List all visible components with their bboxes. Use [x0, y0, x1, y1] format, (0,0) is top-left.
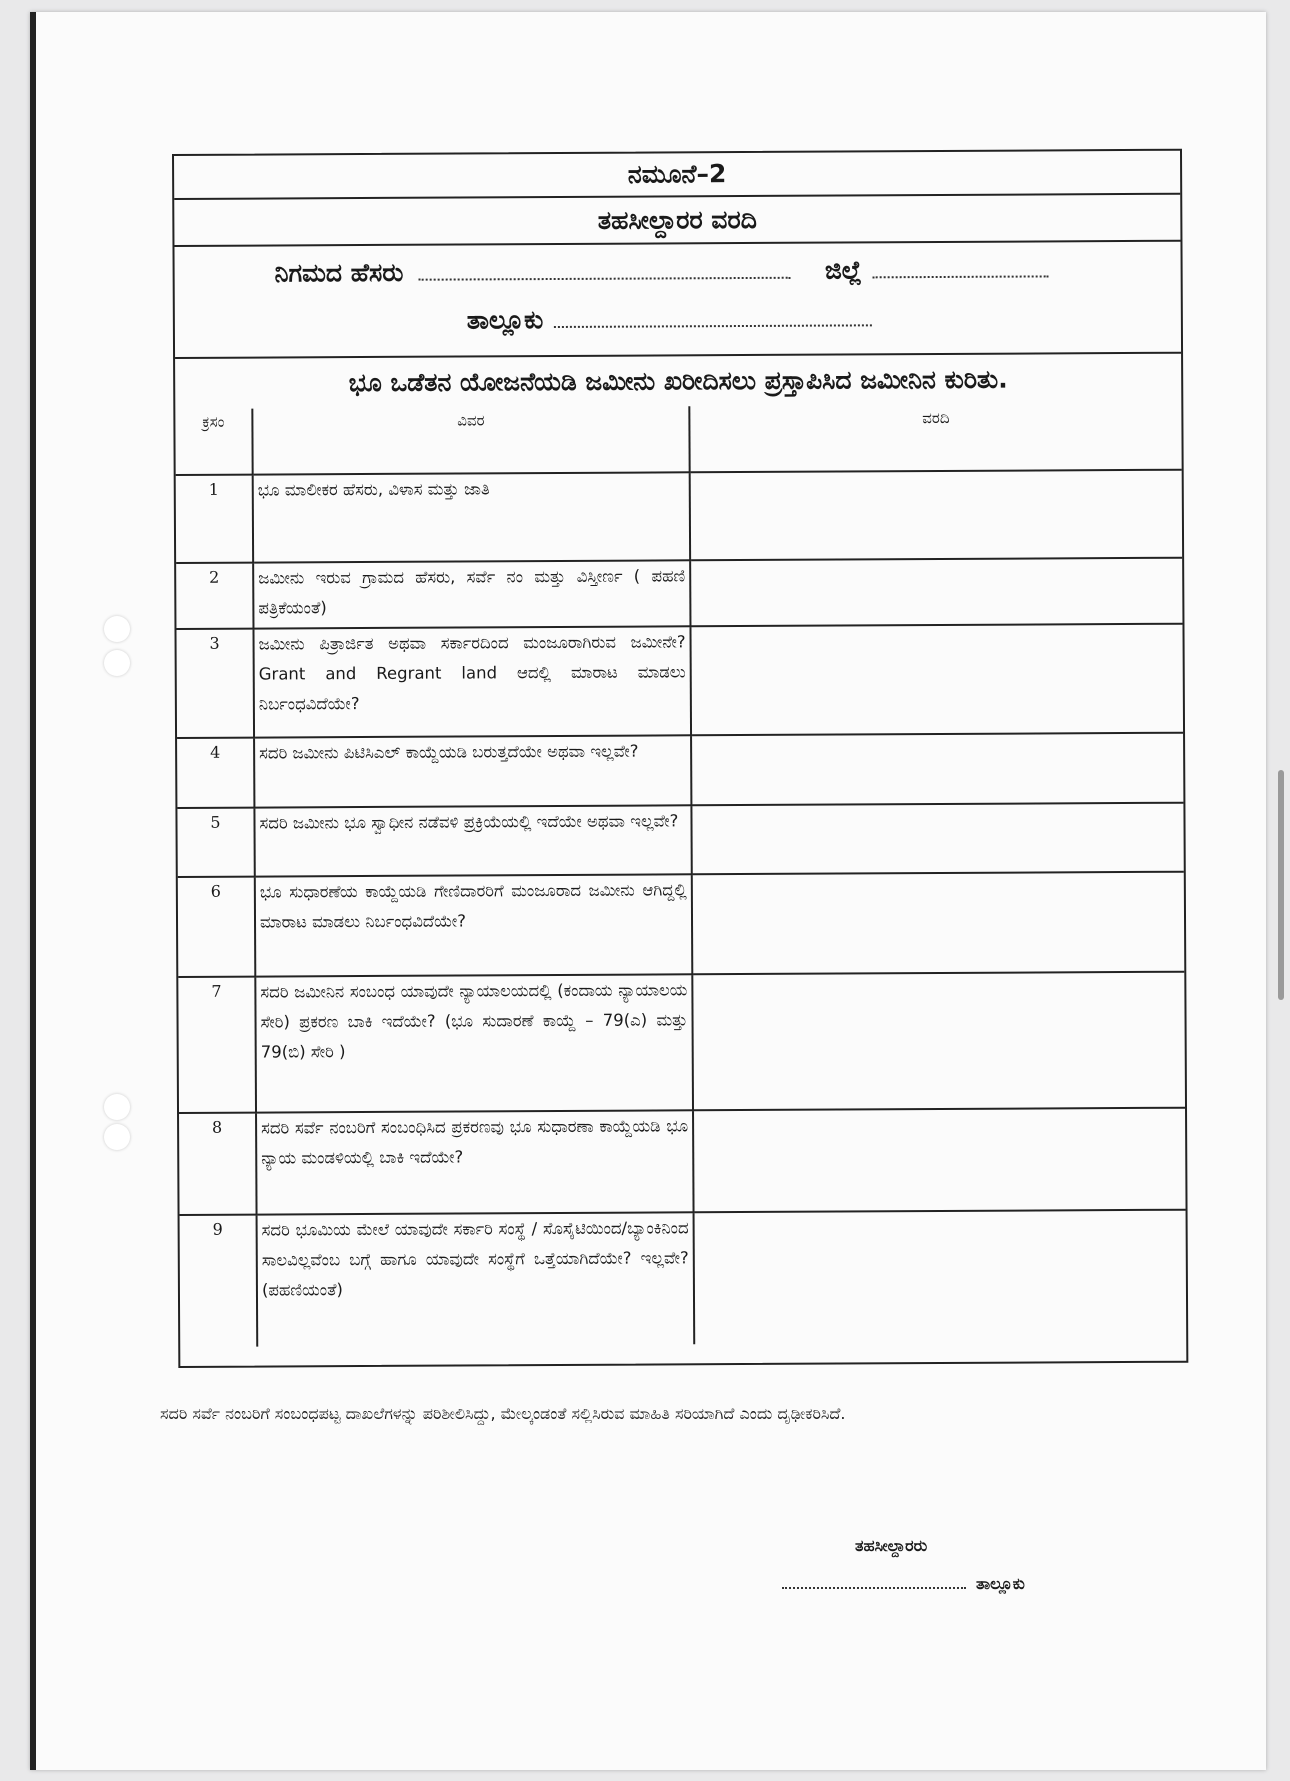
table-row — [178, 972, 1185, 1113]
form-title: ನಮೂನೆ–2 — [174, 151, 1180, 200]
header-fields — [174, 242, 1181, 359]
column-header-serial: ಕ್ರಸಂ — [175, 409, 252, 475]
corp-name-label: ನಿಗಮದ ಹೆಸರು — [274, 257, 404, 288]
form-subtitle: ತಹಸೀಲ್ದಾರರ ವರದಿ — [174, 195, 1180, 247]
row-number: 6 — [178, 877, 256, 977]
row-report-cell[interactable] — [691, 733, 1183, 806]
row-report-cell[interactable] — [690, 624, 1183, 736]
table-row — [176, 558, 1182, 629]
report-table — [175, 404, 1186, 1347]
punch-hole-2 — [104, 650, 130, 676]
certification-statement: ಸದರಿ ಸರ್ವೆ ನಂಬರಿಗೆ ಸಂಬಂಧಪಟ್ಟ ದಾಖಲೆಗಳನ್ನು ಪರಿಶೀಲಿಸಿದ್ದು, ಮೇಲ್ಕಂಡಂತೆ ಸಲ್ಲಿಸಿರುವ ಮಾಹಿತಿ ಸರಿಯಾಗಿದೆ ಎಂದು ದೃಢೀಕರಿಸಿದೆ. — [160, 1404, 846, 1423]
taluk-field — [467, 303, 872, 335]
table-row — [179, 1108, 1186, 1215]
signatory-taluk-blank — [782, 1577, 966, 1589]
row-description: ಸದರಿ ಭೂಮಿಯ ಮೇಲೆ ಯಾವುದೇ ಸರ್ಕಾರಿ ಸಂಸ್ಥೆ / ಸೊಸೈಟಿಯಿಂದ/ಬ್ಯಾಂಕಿನಿಂದ ಸಾಲವಿಲ್ಲವೆಂಬ ಬಗ್ಗೆ ಹಾಗೂ ಯಾವುದೇ ಸಂಸ್ಥೆಗೆ ಒತ್ತೆಯಾಗಿದೆಯೇ? ಇಲ್ಲವೇ? (ಪಹಣಿಯಂತೆ) — [257, 1212, 695, 1346]
taluk-blank — [554, 310, 872, 328]
table-header-row — [175, 404, 1181, 475]
table-row — [176, 624, 1183, 738]
table-row — [180, 1210, 1187, 1347]
punch-hole-1 — [104, 616, 130, 642]
row-description: ಸದರಿ ಸರ್ವೆ ನಂಬರಿಗೆ ಸಂಬಂಧಿಸಿದ ಪ್ರಕರಣವು ಭೂ ಸುಧಾರಣಾ ಕಾಯ್ದೆಯಡಿ ಭೂ ನ್ಯಾಯ ಮಂಡಳಿಯಲ್ಲಿ ಬಾಕಿ ಇದೆಯೇ? — [256, 1110, 694, 1214]
table-row — [176, 470, 1182, 563]
row-report-cell[interactable] — [690, 470, 1182, 561]
form-subject: ಭೂ ಒಡೆತನ ಯೋಜನೆಯಡಿ ಜಮೀನು ಖರೀದಿಸಲು ಪ್ರಸ್ತಾಪಿಸಿದ ಜಮೀನಿನ ಕುರಿತು. — [348, 364, 1008, 398]
row-number: 8 — [179, 1113, 257, 1215]
row-report-cell[interactable] — [692, 972, 1185, 1111]
row-report-cell[interactable] — [694, 1210, 1187, 1345]
row-description: ಸದರಿ ಜಮೀನು ಪಿಟಿಸಿಎಲ್ ಕಾಯ್ದೆಯಡಿ ಬರುತ್ತದೆಯೇ ಅಥವಾ ಇಲ್ಲವೇ? — [254, 735, 691, 807]
row-report-cell[interactable] — [693, 1108, 1186, 1213]
table-row — [177, 733, 1183, 808]
report-form — [172, 149, 1188, 1368]
row-number: 9 — [180, 1215, 258, 1347]
row-description: ಜಮೀನು ಇರುವ ಗ್ರಾಮದ ಹೆಸರು, ಸರ್ವೆ ನಂ ಮತ್ತು ವಿಸ್ತೀರ್ಣ ( ಪಹಣಿ ಪತ್ರಿಕೆಯಂತೆ) — [253, 560, 690, 628]
corp-name-field — [275, 254, 1049, 288]
signatory-taluk-line — [776, 1574, 1025, 1594]
row-description: ಜಮೀನು ಪಿತ್ರಾರ್ಜಿತ ಅಥವಾ ಸರ್ಕಾರದಿಂದ ಮಂಜೂರಾಗಿರುವ ಜಮೀನೇ? Grant and Regrant land ಆದಲ್ಲಿ ಮಾರಾಟ ಮಾಡಲು ನಿರ್ಬಂಧವಿದೆಯೇ? — [253, 626, 691, 737]
signatory-title: ತಹಸೀಲ್ದಾರರು — [855, 1536, 928, 1555]
taluk-label: ತಾಲ್ಲೂಕು — [466, 305, 544, 335]
row-number: 3 — [176, 629, 254, 738]
table-row — [177, 803, 1183, 877]
row-description: ಸದರಿ ಜಮೀನು ಭೂ ಸ್ವಾಧೀನ ನಡೆವಳಿ ಪ್ರಕ್ರಿಯೆಯಲ್ಲಿ ಇದೆಯೇ ಅಥವಾ ಇಲ್ಲವೇ? — [254, 805, 691, 876]
scrollbar-thumb[interactable] — [1278, 770, 1284, 1000]
row-number: 2 — [176, 563, 253, 629]
row-description: ಭೂ ಸುಧಾರಣೆಯ ಕಾಯ್ದೆಯಡಿ ಗೇಣಿದಾರರಿಗೆ ಮಂಜೂರಾದ ಜಮೀನು ಆಗಿದ್ದಲ್ಲಿ ಮಾರಾಟ ಮಾಡಲು ನಿರ್ಬಂಧವಿದೆಯೇ? — [255, 874, 693, 976]
signatory-taluk-label: ತಾಲ್ಲೂಕು — [976, 1574, 1025, 1593]
district-blank — [873, 261, 1049, 278]
row-number: 5 — [177, 808, 254, 877]
row-description: ಭೂ ಮಾಲೀಕರ ಹೆಸರು, ವಿಳಾಸ ಮತ್ತು ಜಾತಿ — [253, 472, 690, 562]
row-report-cell[interactable] — [692, 872, 1185, 975]
row-number: 7 — [178, 977, 256, 1113]
district-label: ಜಿಲ್ಲೆ — [824, 255, 862, 285]
row-number: 4 — [177, 738, 254, 808]
punch-hole-3 — [104, 1094, 130, 1120]
corp-name-blank — [418, 263, 790, 281]
table-row — [178, 872, 1185, 977]
column-header-details: ವಿವರ — [252, 406, 689, 474]
punch-hole-4 — [104, 1124, 130, 1150]
row-description: ಸದರಿ ಜಮೀನಿನ ಸಂಬಂಧ ಯಾವುದೇ ನ್ಯಾಯಾಲಯದಲ್ಲಿ (ಕಂದಾಯ ನ್ಯಾಯಾಲಯ ಸೇರಿ) ಪ್ರಕರಣ ಬಾಕಿ ಇದೆಯೇ? (ಭೂ ಸುದಾರಣೆ ಕಾಯ್ದೆ – 79(ಎ) ಮತ್ತು 79(ಬಿ) ಸೇರಿ ) — [255, 974, 693, 1112]
row-report-cell[interactable] — [691, 803, 1183, 875]
row-report-cell[interactable] — [690, 558, 1182, 627]
row-number: 1 — [176, 475, 253, 563]
column-header-report: ವರದಿ — [689, 404, 1181, 473]
